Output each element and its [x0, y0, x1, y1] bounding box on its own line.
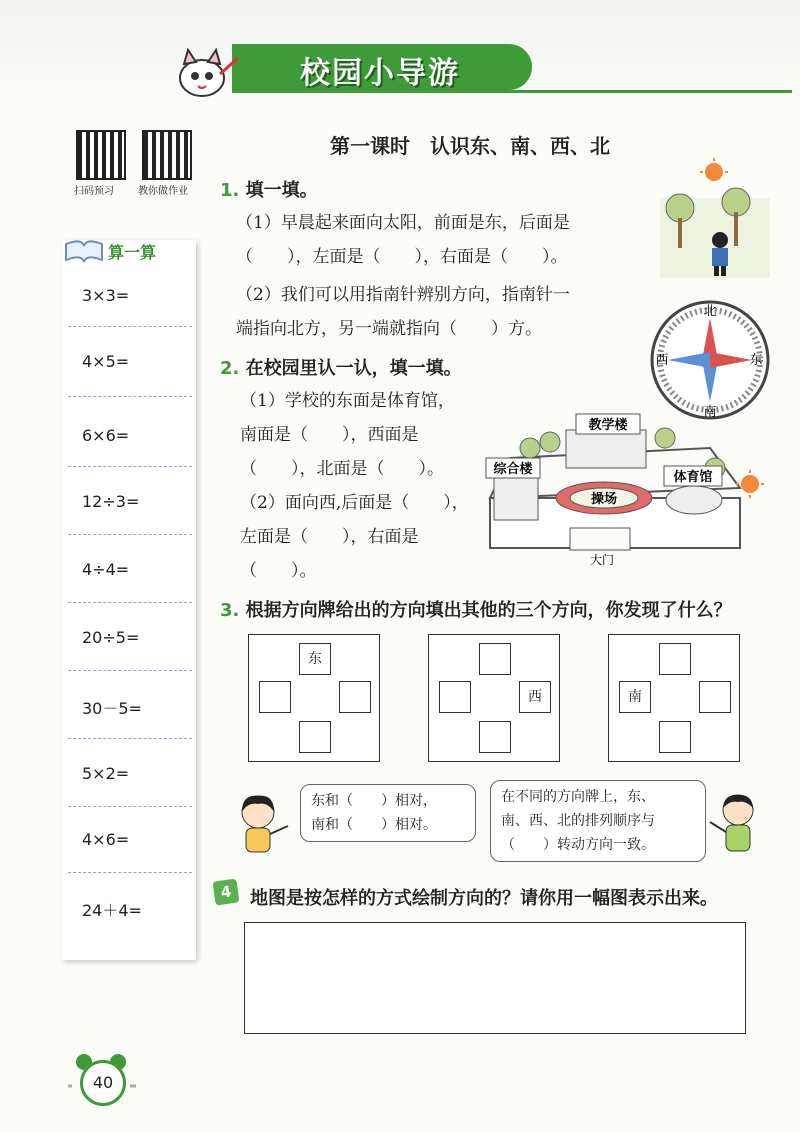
q1-p2-line1: （2）我们可以用指南针辨别方向，指南针一 — [236, 285, 570, 305]
answer-box[interactable] — [699, 681, 731, 713]
page-number: 40 — [80, 1060, 126, 1106]
q2-line: （1）学校的东面是体育馆， — [240, 391, 455, 411]
answer-box[interactable] — [479, 643, 511, 675]
answer-box[interactable] — [659, 643, 691, 675]
divider — [68, 738, 192, 739]
calc-item: 6×6= — [82, 426, 130, 445]
girl-speech-bubble — [300, 784, 476, 842]
drawing-answer-box[interactable] — [244, 922, 746, 1034]
qr-caption-preview: 扫码预习 — [74, 186, 114, 197]
q2-line: （ ），北面是（ ）。 — [240, 459, 444, 479]
compass-south: 南 — [703, 405, 717, 420]
calc-item: 4×5= — [82, 352, 130, 371]
cat-mascot-icon — [172, 44, 242, 100]
board3-left-box: 南 — [619, 681, 651, 713]
section-title: 校园小导游 — [300, 56, 460, 91]
calc-item: 3×3= — [82, 286, 130, 305]
label-gym: 体育馆 — [673, 470, 713, 485]
boy-speech-bubble — [490, 780, 706, 862]
divider — [68, 466, 192, 467]
q1-heading — [220, 176, 318, 202]
calc-item: 24＋4= — [82, 901, 142, 920]
qr-code-preview[interactable] — [76, 130, 126, 180]
q4-heading: 地图是按怎样的方式绘制方向的？请你用一幅图表示出来。 — [250, 888, 718, 909]
q2-number: 2. — [220, 358, 240, 379]
q1-p2-line2: 端指向北方，另一端就指向（ ）方。 — [236, 319, 542, 339]
q2-line: （ ）。 — [240, 561, 317, 581]
compass-north: 北 — [703, 304, 717, 319]
calc-strip — [62, 240, 196, 960]
book-icon — [62, 236, 106, 264]
label-playground: 操场 — [590, 492, 618, 507]
answer-box[interactable] — [659, 721, 691, 753]
answer-box[interactable] — [439, 681, 471, 713]
direction-board-3 — [608, 634, 740, 762]
campus-map-illustration — [480, 408, 780, 568]
qr-code-homework[interactable] — [142, 130, 192, 180]
calc-item: 4÷4= — [82, 560, 130, 579]
q4-number-badge: 4 — [212, 878, 239, 905]
q2-line: 南面是（ ），西面是 — [240, 425, 419, 445]
calc-item: 20÷5= — [82, 628, 140, 647]
boy-bubble-line1: 在不同的方向牌上，东、 — [501, 789, 655, 805]
q1-heading-text: 填一填。 — [245, 180, 318, 201]
board1-top-box: 东 — [299, 643, 331, 675]
q2-heading-text: 在校园里认一认，填一填。 — [245, 358, 462, 379]
qr-caption-homework: 教你做作业 — [138, 186, 188, 197]
answer-box[interactable] — [259, 681, 291, 713]
divider — [68, 670, 192, 671]
q3-number: 3. — [220, 600, 240, 621]
answer-box[interactable] — [339, 681, 371, 713]
calc-item: 12÷3= — [82, 492, 140, 511]
calc-item: 5×2= — [82, 764, 130, 783]
divider — [68, 396, 192, 397]
boy-bubble-line2: 南、西、北的排列顺序与 — [501, 813, 655, 829]
divider — [68, 534, 192, 535]
q3-heading-text: 根据方向牌给出的方向填出其他的三个方向，你发现了什么？ — [245, 600, 732, 621]
direction-board-1 — [248, 634, 380, 762]
compass-illustration — [648, 298, 772, 422]
girl-illustration — [228, 790, 294, 860]
calc-strip-title: 算一算 — [108, 243, 157, 262]
divider — [68, 602, 192, 603]
q1-p1-line2: （ ），左面是（ ），右面是（ ）。 — [236, 247, 568, 267]
boy-bubble-line3: （ ）转动方向一致。 — [501, 837, 655, 853]
boy-illustration — [706, 790, 766, 860]
q2-line: 左面是（ ），右面是 — [240, 527, 419, 547]
label-complex-building: 综合楼 — [493, 462, 533, 477]
q2-heading — [220, 354, 462, 380]
divider — [68, 872, 192, 873]
board2-right-box: 西 — [519, 681, 551, 713]
calc-item: 30－5= — [82, 699, 142, 718]
calc-item: 4×6= — [82, 830, 130, 849]
direction-board-2 — [428, 634, 560, 762]
lesson-title: 第一课时 认识东、南、西、北 — [330, 134, 610, 158]
answer-box[interactable] — [299, 721, 331, 753]
morning-scene-illustration — [660, 158, 770, 278]
girl-bubble-line2: 南和（ ）相对。 — [311, 817, 437, 833]
answer-box[interactable] — [479, 721, 511, 753]
q1-number: 1. — [220, 180, 240, 201]
q1-p1-line1: （1）早晨起来面向太阳，前面是东，后面是 — [236, 213, 570, 233]
q3-heading — [220, 596, 732, 622]
compass-east: 东 — [749, 353, 763, 368]
divider — [68, 326, 192, 327]
compass-west: 西 — [655, 353, 669, 368]
divider — [68, 806, 192, 807]
girl-bubble-line1: 东和（ ）相对， — [311, 793, 437, 809]
label-gate: 大门 — [589, 553, 615, 567]
q2-line: （2）面向西,后面是（ ）， — [240, 493, 469, 513]
label-teaching-building: 教学楼 — [588, 418, 628, 433]
